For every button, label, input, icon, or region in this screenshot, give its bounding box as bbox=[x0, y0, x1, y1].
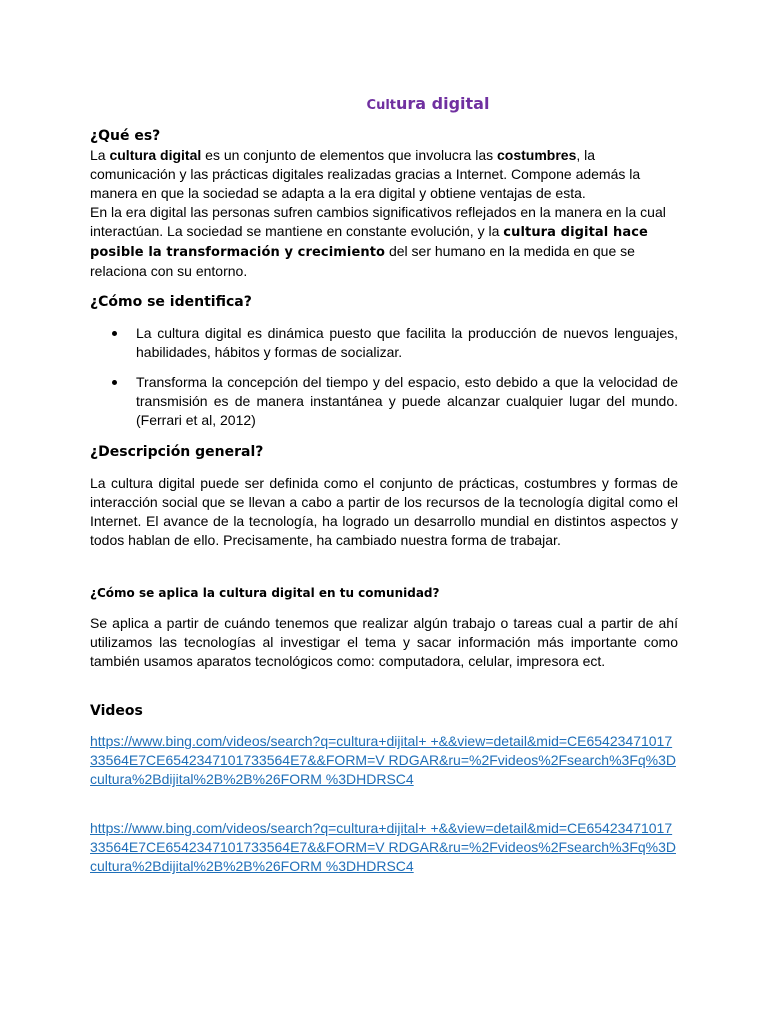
bullets bbox=[90, 324, 678, 362]
section-videos bbox=[90, 702, 678, 721]
bullet-list bbox=[90, 324, 678, 362]
text-run: del ser humano en la medida en que se relaciona con su entorno. bbox=[90, 243, 635, 279]
text-run: La bbox=[90, 147, 110, 163]
que-es-paragraph-1 bbox=[90, 146, 678, 203]
heading-descripcion: ¿Descripción general? bbox=[90, 444, 264, 460]
descripcion-paragraph bbox=[90, 474, 678, 550]
text-run: En la era digital las personas sufren cambios significativos reflejados en la manera en la cual interactúan. La sociedad se mantiene en constante evolución, y la bbox=[90, 204, 666, 239]
title-prefix: Cult bbox=[366, 98, 396, 113]
descripcion-text: La cultura digital puede ser definida como el conjunto de prácticas, costumbres y formas de interacción social que se llevan a cabo a partir de los recursos de la tecnología digital como el Internet. El avance de la tecnología, ha logrado un desarrollo mundial en distintos aspectos y todos hablan de ello. Precisamente, ha cambiado nuestra forma de trabajar. bbox=[90, 475, 678, 548]
heading-videos: Videos bbox=[90, 703, 143, 719]
list-item-text: Transforma la concepción del tiempo y del espacio, esto debido a que la velocidad de transmisión es de manera instantánea y puede alcanzar cualquier lugar del mundo. (Ferrari et al, 2012) bbox=[136, 374, 678, 428]
list-item bbox=[90, 324, 678, 362]
bullet-list-2 bbox=[90, 373, 678, 430]
section-descripcion bbox=[90, 443, 678, 462]
bullet-icon bbox=[112, 380, 117, 385]
video-link-2-wrap bbox=[90, 819, 678, 876]
section-como-identifica bbox=[90, 293, 678, 312]
video-link-1[interactable]: https://www.bing.com/videos/search?q=cultura+dijital+ +&&view=detail&mid=CE6542347101733564E7CE6542347101733564E7&&FORM=V RDGAR&ru=%2Fvideos%2Fsearch%3Fq%3Dcultura%2Bdijital%2B%2B%26FORM %3DHDRSC4 bbox=[90, 733, 676, 787]
list-item bbox=[90, 373, 678, 430]
bold-run: cultura digital bbox=[109, 147, 202, 163]
bullets bbox=[90, 373, 678, 430]
video-link-1-wrap bbox=[90, 732, 678, 789]
bullet-icon bbox=[112, 331, 117, 336]
aplica-text: Se aplica a partir de cuándo tenemos que realizar algún trabajo o tareas cual a partir de ahí utilizamos las tecnologías al investigar el tema y sacar información más importante como también usamos aparatos tecnológicos como: computadora, celular, impresora ect. bbox=[90, 615, 678, 669]
heading-aplica: ¿Cómo se aplica la cultura digital en tu comunidad? bbox=[90, 586, 440, 600]
list-item-text: La cultura digital es dinámica puesto que facilita la producción de nuevos lenguajes, habilidades, hábitos y formas de socializar. bbox=[136, 325, 678, 360]
text-run: , la comunicación y las prácticas digitales realizadas gracias a Internet. Compone además la manera en que la sociedad se adapta a la era digital y obtiene ventajas de esta. bbox=[90, 147, 641, 201]
text-run: es un conjunto de elementos que involucra las bbox=[201, 147, 498, 163]
heading-como-identifica: ¿Cómo se identifica? bbox=[90, 294, 252, 310]
bold-run: cultura digital hace posible la transformación y crecimiento bbox=[90, 225, 648, 260]
section-que-es bbox=[90, 127, 678, 281]
que-es-paragraph-2 bbox=[90, 203, 678, 281]
document-title bbox=[0, 94, 768, 116]
section-aplica bbox=[90, 584, 678, 603]
video-link-2[interactable]: https://www.bing.com/videos/search?q=cultura+dijital+ +&&view=detail&mid=CE6542347101733564E7CE6542347101733564E7&&FORM=V RDGAR&ru=%2Fvideos%2Fsearch%3Fq%3Dcultura%2Bdijital%2B%2B%26FORM %3DHDRSC4 bbox=[90, 820, 676, 874]
aplica-paragraph bbox=[90, 614, 678, 671]
title-suffix: ura digital bbox=[396, 94, 490, 113]
bold-run: costumbres bbox=[497, 147, 577, 163]
heading-que-es: ¿Qué es? bbox=[90, 128, 161, 144]
